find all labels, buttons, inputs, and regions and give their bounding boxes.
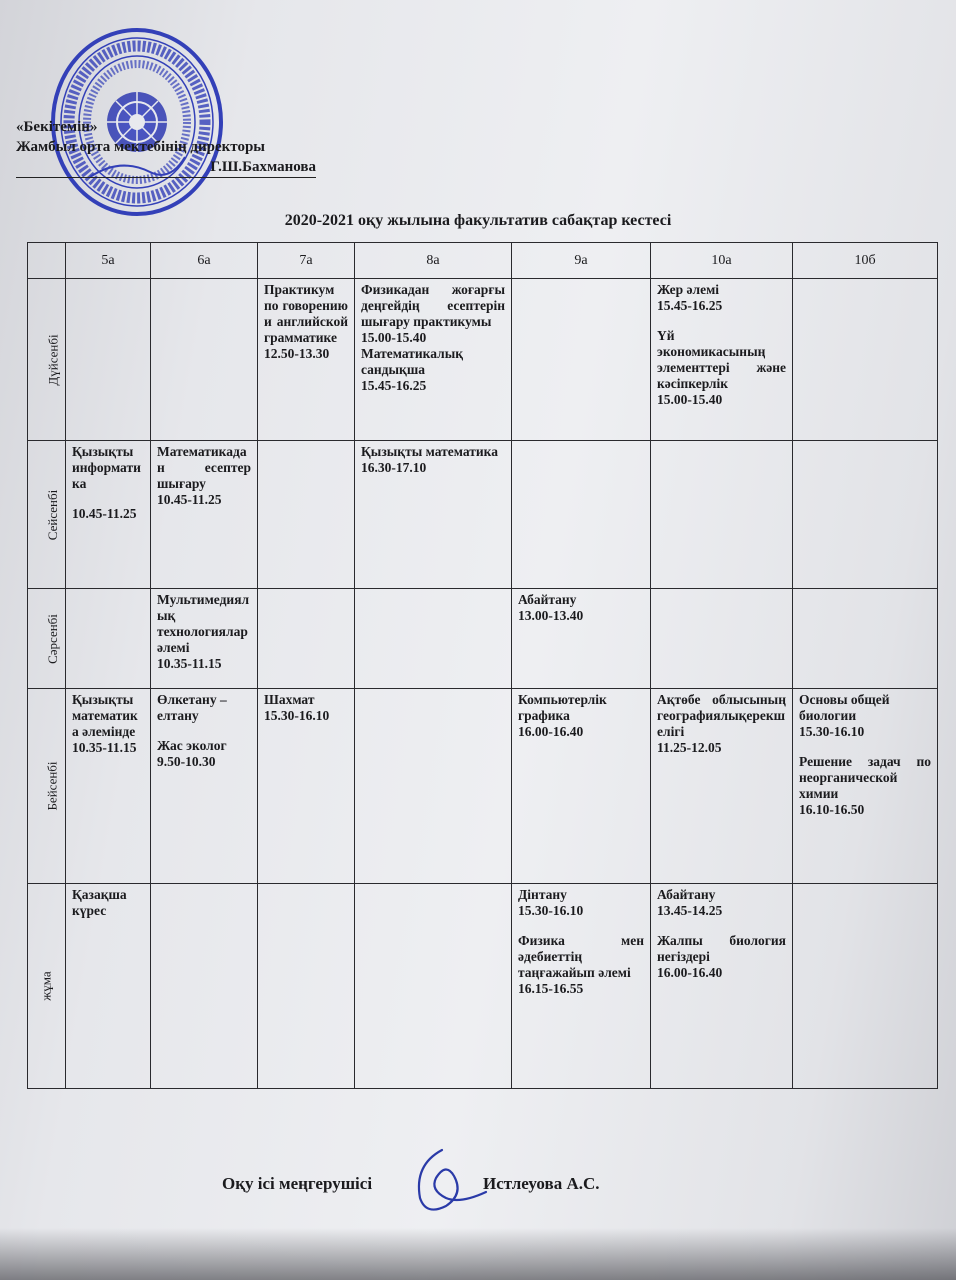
cell-text: 13.45-14.25 [657, 903, 723, 918]
cell-text: Математикадан есептер шығару [157, 444, 251, 491]
cell-text: Қызықты математика әлемінде [72, 692, 138, 739]
schedule-cell [512, 441, 651, 589]
footer-name: Истлеуова А.С. [483, 1174, 600, 1193]
schedule-cell [355, 884, 512, 1089]
approval-director-name: Г.Ш.Бахманова [16, 157, 316, 178]
cell-text: 16.15-16.55 [518, 981, 584, 996]
day-cell [28, 279, 66, 441]
table-row [28, 884, 938, 1089]
cell-text: Основы общей биологии [799, 692, 890, 723]
cell-text: Математикалық сандықша [361, 346, 464, 377]
cell-text: 16.30-17.10 [361, 460, 427, 475]
header-class: 7а [258, 243, 355, 279]
cell-text: 15.45-16.25 [657, 298, 723, 313]
cell-text: 15.30-16.10 [518, 903, 584, 918]
schedule-cell [66, 279, 151, 441]
cell-text: 11.25-12.05 [657, 740, 722, 755]
page-shadow [0, 1228, 956, 1280]
day-cell [28, 589, 66, 689]
schedule-cell [793, 589, 938, 689]
schedule-cell [66, 589, 151, 689]
schedule-cell [793, 441, 938, 589]
schedule-cell [512, 279, 651, 441]
schedule-cell [355, 689, 512, 884]
schedule-cell [66, 884, 151, 1089]
cell-text: Жер әлемі [657, 282, 720, 297]
schedule-cell [651, 441, 793, 589]
schedule-cell [355, 589, 512, 689]
day-label: Дүйсенбі [45, 333, 61, 386]
schedule-cell [258, 884, 355, 1089]
cell-text: Абайтану [657, 887, 716, 902]
schedule-cell [793, 279, 938, 441]
schedule-cell [512, 689, 651, 884]
cell-text: Абайтану [518, 592, 577, 607]
cell-gap [72, 492, 144, 506]
cell-text: 16.00-16.40 [518, 724, 584, 739]
cell-text: Дінтану [518, 887, 567, 902]
schedule-cell [151, 589, 258, 689]
cell-text: 15.30-16.10 [799, 724, 865, 739]
header-row [28, 243, 938, 279]
cell-text: Физикадан жоғарғы деңгейдің есептерін шығару практикумы [361, 282, 505, 329]
table-row [28, 589, 938, 689]
table-row [28, 689, 938, 884]
cell-gap [657, 314, 786, 328]
cell-text: Компьютерлік графика [518, 692, 607, 723]
header-class: 6а [151, 243, 258, 279]
schedule-cell [651, 689, 793, 884]
header-corner [28, 243, 66, 279]
schedule-cell [151, 441, 258, 589]
schedule-cell [651, 589, 793, 689]
schedule-cell [512, 884, 651, 1089]
cell-text: Қызықты информатика [72, 444, 141, 491]
schedule-cell [258, 689, 355, 884]
cell-text: Қызықты математика [361, 444, 498, 459]
signature-icon [402, 1140, 492, 1220]
page-title: 2020-2021 оқу жылына факультатив сабақтар кестесі [284, 212, 672, 229]
cell-text: Жалпы биология негіздері [657, 933, 786, 964]
table-row [28, 279, 938, 441]
cell-text: 12.50-13.30 [264, 346, 330, 361]
schedule-cell [793, 689, 938, 884]
cell-text: Ақтөбе облысының географиялықерекшелігі [657, 692, 786, 739]
schedule-table [27, 242, 938, 1089]
schedule-cell [258, 441, 355, 589]
cell-text: 15.45-16.25 [361, 378, 427, 393]
cell-text: 10.35-11.15 [157, 656, 222, 671]
day-label: Сәрсенбі [44, 613, 60, 664]
header-class: 10б [793, 243, 938, 279]
approval-word: «Бекітемін» [16, 119, 98, 135]
cell-text: 9.50-10.30 [157, 754, 216, 769]
day-cell [28, 689, 66, 884]
schedule-cell [151, 689, 258, 884]
day-label: Бейсенбі [44, 761, 60, 811]
schedule-cell [66, 441, 151, 589]
schedule-cell [355, 279, 512, 441]
approval-position: Жамбыл орта мектебінің директоры [16, 139, 266, 155]
approval-block [16, 117, 316, 178]
schedule-cell [355, 441, 512, 589]
footer-role: Оқу ісі меңгерушісі [222, 1174, 373, 1193]
cell-text: 15.30-16.10 [264, 708, 330, 723]
schedule-cell [151, 884, 258, 1089]
schedule-cell [793, 884, 938, 1089]
day-label: жұма [38, 971, 54, 1001]
cell-text: 15.00-15.40 [361, 330, 427, 345]
cell-gap [518, 919, 644, 933]
cell-text: 16.10-16.50 [799, 802, 865, 817]
cell-text: 10.45-11.25 [72, 506, 137, 521]
day-cell [28, 884, 66, 1089]
table-row [28, 441, 938, 589]
cell-gap [657, 919, 786, 933]
header-class: 10а [651, 243, 793, 279]
cell-text: 13.00-13.40 [518, 608, 584, 623]
cell-text: 10.45-11.25 [157, 492, 222, 507]
cell-text: Қазақша күрес [72, 887, 127, 918]
cell-text: Үй экономикасының элементтері және кәсіпкерлік [657, 328, 786, 391]
schedule-cell [66, 689, 151, 884]
schedule-cell [151, 279, 258, 441]
cell-gap [799, 740, 931, 754]
schedule-cell [512, 589, 651, 689]
cell-text: Практикум по говорению и английской грамматике [264, 282, 348, 345]
cell-text: Мультимедиялық технологиялар әлемі [157, 592, 250, 655]
day-label: Сейсенбі [45, 489, 61, 540]
cell-text: 16.00-16.40 [657, 965, 723, 980]
schedule-cell [651, 884, 793, 1089]
cell-text: 15.00-15.40 [657, 392, 723, 407]
header-class: 8а [355, 243, 512, 279]
header-class: 5а [66, 243, 151, 279]
cell-text: Физика мен әдебиеттің таңғажайып әлемі [518, 933, 644, 980]
cell-text: Шахмат [264, 692, 315, 707]
schedule-cell [651, 279, 793, 441]
cell-text: Өлкетану – елтану [157, 692, 227, 723]
cell-text: Жас эколог [157, 738, 227, 753]
cell-gap [157, 724, 251, 738]
day-cell [28, 441, 66, 589]
cell-text: 10.35-11.15 [72, 740, 137, 755]
schedule-cell [258, 589, 355, 689]
cell-text: Решение задач по неорганической химии [799, 754, 931, 801]
schedule-cell [258, 279, 355, 441]
header-class: 9а [512, 243, 651, 279]
